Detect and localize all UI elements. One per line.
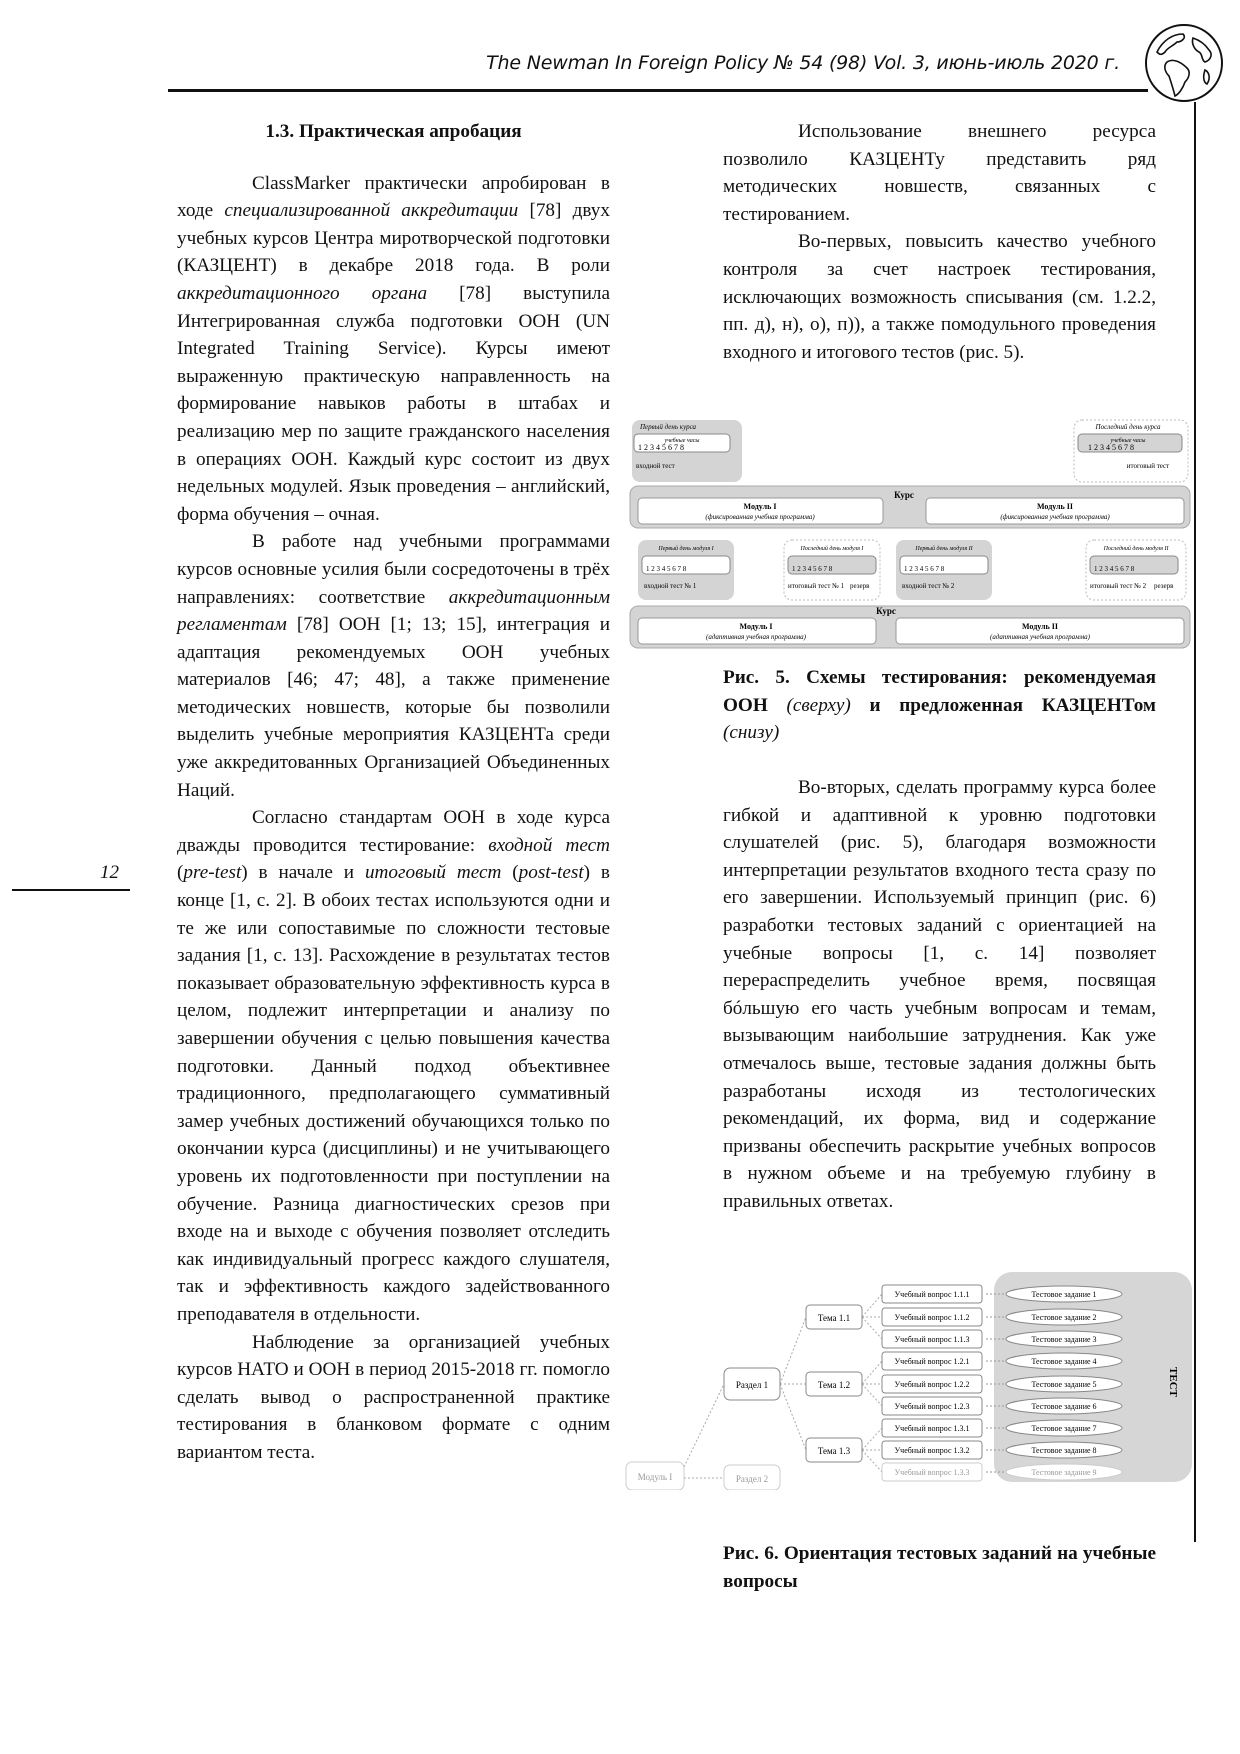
svg-text:Учебный вопрос 1.3.1: Учебный вопрос 1.3.1 [894, 1424, 970, 1433]
svg-text:Последний день модуля I: Последний день модуля I [800, 546, 864, 552]
svg-text:Учебный вопрос 1.1.1: Учебный вопрос 1.1.1 [894, 1290, 970, 1299]
svg-text:Тестовое задание 7: Тестовое задание 7 [1031, 1424, 1097, 1433]
right-column-top [723, 118, 1156, 366]
svg-text:входной тест № 1: входной тест № 1 [644, 582, 697, 590]
right-column-bottom [723, 774, 1156, 1216]
svg-text:Тестовое задание 9: Тестовое задание 9 [1031, 1468, 1097, 1477]
svg-text:Учебный вопрос 1.3.2: Учебный вопрос 1.3.2 [894, 1446, 970, 1455]
svg-text:учебные часы: учебные часы [1110, 438, 1146, 444]
globe-icon [1143, 22, 1225, 104]
svg-text:Тема 1.2: Тема 1.2 [817, 1380, 851, 1390]
svg-text:1 2 3 4 5 6 7 8: 1 2 3 4 5 6 7 8 [792, 565, 833, 573]
svg-text:Раздел 1: Раздел 1 [735, 1380, 769, 1390]
paragraph: В работе над учебными программами курсов основные усилия были сосредоточены в трёх направлениях: соответствие аккредитационным регламентам [78] ООН [1; 13; 15], интеграция и адаптация рекомендуемых ООН учебных материалов [46; 47; 48], а также применение методических новшеств, которые бы позволили выделить учебные мероприятия КАЗЦЕНТа среди уже аккредитованных Организацией Объединенных Наций. [177, 531, 610, 801]
svg-text:1 2 3 4 5 6 7 8: 1 2 3 4 5 6 7 8 [1094, 565, 1135, 573]
svg-text:Модуль I: Модуль I [743, 502, 777, 511]
paragraph: Согласно стандартам ООН в ходе курса дважды проводится тестирование: входной тест (pre-test) в начале и итоговый тест (post-test) в конце [1, с. 2]. В обоих тестах используются одни и те же или сопоставимые по сложности тестовые задания [1, с. 13]. Расхождение в результатах тестов показывает образовательную эффективность курса в целом, подлежит интерпретации и анализу по завершении обучения с целью повышения качества подготовки. Данный подход объективнее традиционного, предполагающего суммативный замер учебных достижений обучающихся только по окончании курса (дисциплины) и не учитывающего уровень их подготовленности при поступлении на обучение. Разница диагностических срезов при входе на и выходе с обучения позволяет отследить как индивидуальный прогресс каждого слушателя, так и эффективность каждого задействованного преподавателя в отдельности. [177, 807, 610, 1325]
figure-6-caption: Рис. 6. Ориентация тестовых заданий на учебные вопросы [723, 1543, 1156, 1592]
figure-6-test-task-orientation [622, 1272, 1194, 1490]
paragraph: Во-первых, повысить качество учебного контроля за счет настроек тестирования, исключающих возможность списывания (см. 1.2.2, пп. д), н), о), п)), а также помодульного проведения входного и итогового тестов (рис. 5). [723, 231, 1156, 363]
svg-text:Модуль I: Модуль I [637, 1472, 673, 1482]
figure-5-testing-schemes [628, 418, 1194, 654]
svg-text:Учебный вопрос 1.2.1: Учебный вопрос 1.2.1 [894, 1357, 970, 1366]
svg-text:Тестовое задание 3: Тестовое задание 3 [1031, 1335, 1097, 1344]
svg-text:Последний день модуля II: Последний день модуля II [1103, 546, 1169, 552]
svg-text:резерв: резерв [850, 582, 870, 590]
svg-text:Учебный вопрос 1.1.2: Учебный вопрос 1.1.2 [894, 1313, 970, 1322]
page-number: 12 [100, 862, 119, 883]
left-column [177, 118, 610, 1467]
svg-text:Тестовое задание 1: Тестовое задание 1 [1031, 1290, 1097, 1299]
svg-text:Последний день курса: Последний день курса [1095, 423, 1161, 431]
margin-rule [1194, 102, 1196, 1542]
figure-5-caption: Рис. 5. Схемы тестирования: рекомендуемая ООН (сверху) и предложенная КАЗЦЕНТом (снизу) [723, 667, 1156, 744]
svg-text:Курс: Курс [876, 606, 896, 616]
svg-text:ТЕСТ: ТЕСТ [1167, 1367, 1179, 1397]
svg-text:Модуль II: Модуль II [1021, 622, 1059, 631]
svg-text:входной тест № 2: входной тест № 2 [902, 582, 955, 590]
svg-text:(адаптивная учебная программа): (адаптивная учебная программа) [706, 633, 806, 641]
svg-text:Тема 1.1: Тема 1.1 [817, 1313, 851, 1323]
header-rule [168, 89, 1148, 92]
svg-text:Раздел 2: Раздел 2 [735, 1474, 769, 1484]
paragraph: Использование внешнего ресурса позволило КАЗЦЕНТу представить ряд методических новшеств, связанных с тестированием. [723, 121, 1156, 225]
svg-text:Тестовое задание 5: Тестовое задание 5 [1031, 1380, 1097, 1389]
svg-text:(фиксированная учебная програм: (фиксированная учебная программа) [1000, 513, 1110, 521]
svg-text:Первый день модуля II: Первый день модуля II [915, 546, 973, 552]
svg-text:учебные часы: учебные часы [664, 438, 700, 444]
svg-text:Учебный вопрос 1.1.3: Учебный вопрос 1.1.3 [894, 1335, 970, 1344]
paragraph: ClassMarker практически апробирован в ходе специализированной аккредитации [78] двух учебных курсов Центра миротворческой подготовки (КАЗЦЕНТ) в декабре 2018 года. В роли аккредитационного органа [78] выступила Интегрированная служба подготовки ООН (UN Integrated Training Service). Курсы имеют выраженную практическую направленность на формирование навыков работы в штабах и реализацию мер по защите гражданского населения в операциях ООН. Каждый курс состоит из двух недельных модулей. Язык проведения – английский, форма обучения – очная. [177, 172, 610, 525]
svg-text:Первый день курса: Первый день курса [639, 423, 697, 431]
svg-text:итоговый тест: итоговый тест [1126, 462, 1170, 470]
svg-text:Модуль II: Модуль II [1036, 502, 1074, 511]
svg-text:резерв: резерв [1154, 582, 1174, 590]
svg-text:Учебный вопрос 1.2.2: Учебный вопрос 1.2.2 [894, 1380, 970, 1389]
svg-text:Тестовое задание 6: Тестовое задание 6 [1031, 1402, 1097, 1411]
svg-text:(адаптивная учебная программа): (адаптивная учебная программа) [990, 633, 1090, 641]
svg-text:Тестовое задание 8: Тестовое задание 8 [1031, 1446, 1097, 1455]
journal-header: The Newman In Foreign Policy № 54 (98) Vol. 3, июнь-июль 2020 г. [486, 52, 1120, 74]
section-title: 1.3. Практическая апробация [265, 121, 522, 142]
paragraph: Во-вторых, сделать программу курса более гибкой и адаптивной к уровню подготовки слушателей (рис. 5), благодаря возможности интерпретации результатов входного теста сразу по его завершении. Используемый принцип (рис. 6) разработки тестовых заданий с ориентацией на учебные вопросы [1, с. 14] позволяет перераспределить учебное время, посвящая бóльшую его часть учебным вопросам и темам, вызывающим наибольшие затруднения. Как уже отмечалось выше, тестовые задания должны быть разработаны исходя из тестологических рекомендаций, их форма, вид и содержание призваны обеспечить раскрытие учебных вопросов в нужном объеме и на требуемую глубину в правильных ответах. [723, 777, 1156, 1212]
svg-text:Учебный вопрос 1.3.3: Учебный вопрос 1.3.3 [894, 1468, 970, 1477]
page-number-rule [12, 889, 130, 891]
svg-text:1 2 3 4 5 6 7 8: 1 2 3 4 5 6 7 8 [904, 565, 945, 573]
svg-text:1 2 3 4 5 6 7 8: 1 2 3 4 5 6 7 8 [638, 443, 684, 452]
svg-text:Учебный вопрос 1.2.3: Учебный вопрос 1.2.3 [894, 1402, 970, 1411]
svg-text:Модуль I: Модуль I [739, 622, 773, 631]
svg-text:1 2 3 4 5 6 7 8: 1 2 3 4 5 6 7 8 [1088, 443, 1134, 452]
svg-text:Первый день модуля I: Первый день модуля I [658, 546, 714, 552]
svg-text:итоговый тест № 2: итоговый тест № 2 [1090, 582, 1147, 590]
svg-text:Тема 1.3: Тема 1.3 [817, 1446, 851, 1456]
svg-text:Тестовое задание 2: Тестовое задание 2 [1031, 1313, 1097, 1322]
svg-text:Курс: Курс [894, 490, 914, 500]
svg-text:входной тест: входной тест [636, 462, 675, 470]
paragraph: Наблюдение за организацией учебных курсов НАТО и ООН в период 2015-2018 гг. помогло сделать вывод о распространенной практике тестирования в бланковом формате с одним вариантом теста. [177, 1331, 610, 1463]
svg-text:(фиксированная учебная програм: (фиксированная учебная программа) [705, 513, 815, 521]
svg-text:Тестовое задание 4: Тестовое задание 4 [1031, 1357, 1097, 1366]
svg-text:итоговый тест № 1: итоговый тест № 1 [788, 582, 845, 590]
svg-text:1 2 3 4 5 6 7 8: 1 2 3 4 5 6 7 8 [646, 565, 687, 573]
